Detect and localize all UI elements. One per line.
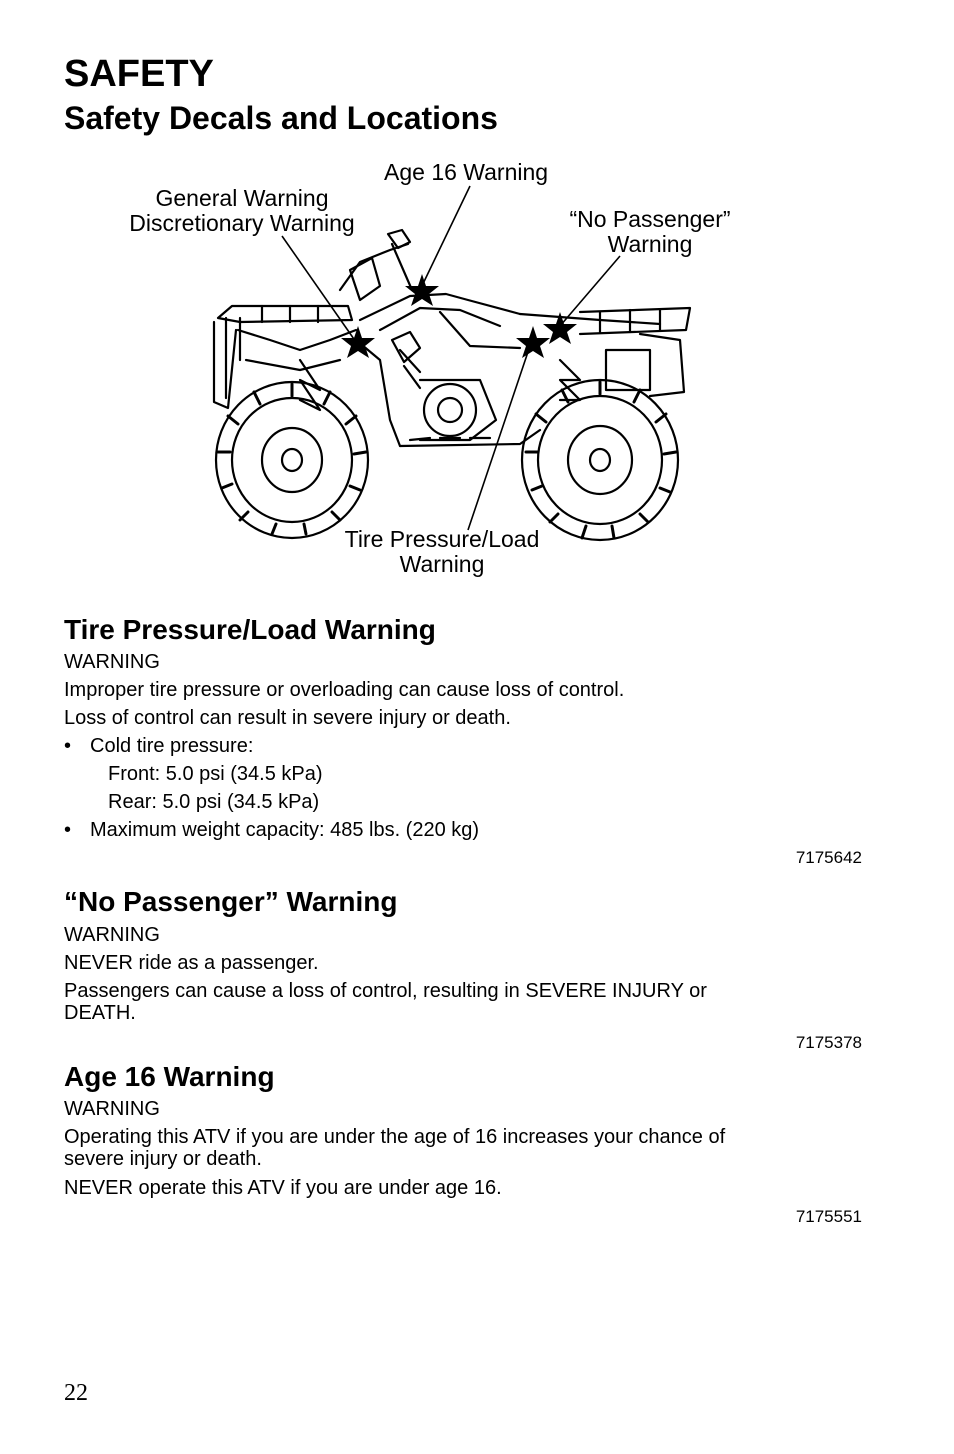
decal-part-number: 7175551 [795,1207,862,1226]
body-text: Passengers can cause a loss of control, resulting in SEVERE INJURY or [64,980,707,1002]
label-tire-warning: Warning [399,551,485,577]
page-number: 22 [64,1380,88,1406]
front-pressure: Front: 5.0 psi (34.5 kPa) [108,763,323,785]
decal-part-number: 7175378 [795,1033,862,1052]
label-general-warning: General Warning [155,185,329,211]
warning-label: WARNING [64,1098,160,1120]
body-text: Improper tire pressure or overloading can cause loss of control. [64,679,625,701]
star-general [341,326,375,358]
label-no-passenger: “No Passenger” [569,206,731,232]
warning-label: WARNING [64,651,160,673]
body-text: NEVER ride as a passenger. [64,952,319,974]
section-heading: Age 16 Warning [64,1061,275,1092]
list-item: • Maximum weight capacity: 485 lbs. (220 kg) [64,819,480,841]
page-title: SAFETY [64,53,214,95]
list-item-text: Maximum weight capacity: 485 lbs. (220 kg) [90,819,480,841]
decal-part-number: 7175642 [795,848,862,867]
warning-label: WARNING [64,924,160,946]
body-text: Loss of control can result in severe injury or death. [64,707,511,729]
label-discretionary-warning: Discretionary Warning [129,210,355,236]
list-item: • Cold tire pressure: [64,735,254,757]
body-text: DEATH. [64,1002,136,1024]
rear-pressure: Rear: 5.0 psi (34.5 kPa) [108,791,320,813]
list-item-text: Cold tire pressure: [90,735,254,757]
label-tire-pressure: Tire Pressure/Load [344,526,540,552]
section-heading: Tire Pressure/Load Warning [64,614,436,645]
label-age16: Age 16 Warning [384,159,549,185]
atv-illustration [0,0,954,600]
body-text: Operating this ATV if you are under the age of 16 increases your chance of [64,1126,726,1148]
page-subtitle: Safety Decals and Locations [64,100,498,136]
body-text: severe injury or death. [64,1148,262,1170]
section-heading: “No Passenger” Warning [64,886,398,917]
label-no-passenger-warning: Warning [607,231,693,257]
body-text: NEVER operate this ATV if you are under age 16. [64,1177,502,1199]
star-age16 [405,274,439,306]
star-tire [516,326,550,358]
